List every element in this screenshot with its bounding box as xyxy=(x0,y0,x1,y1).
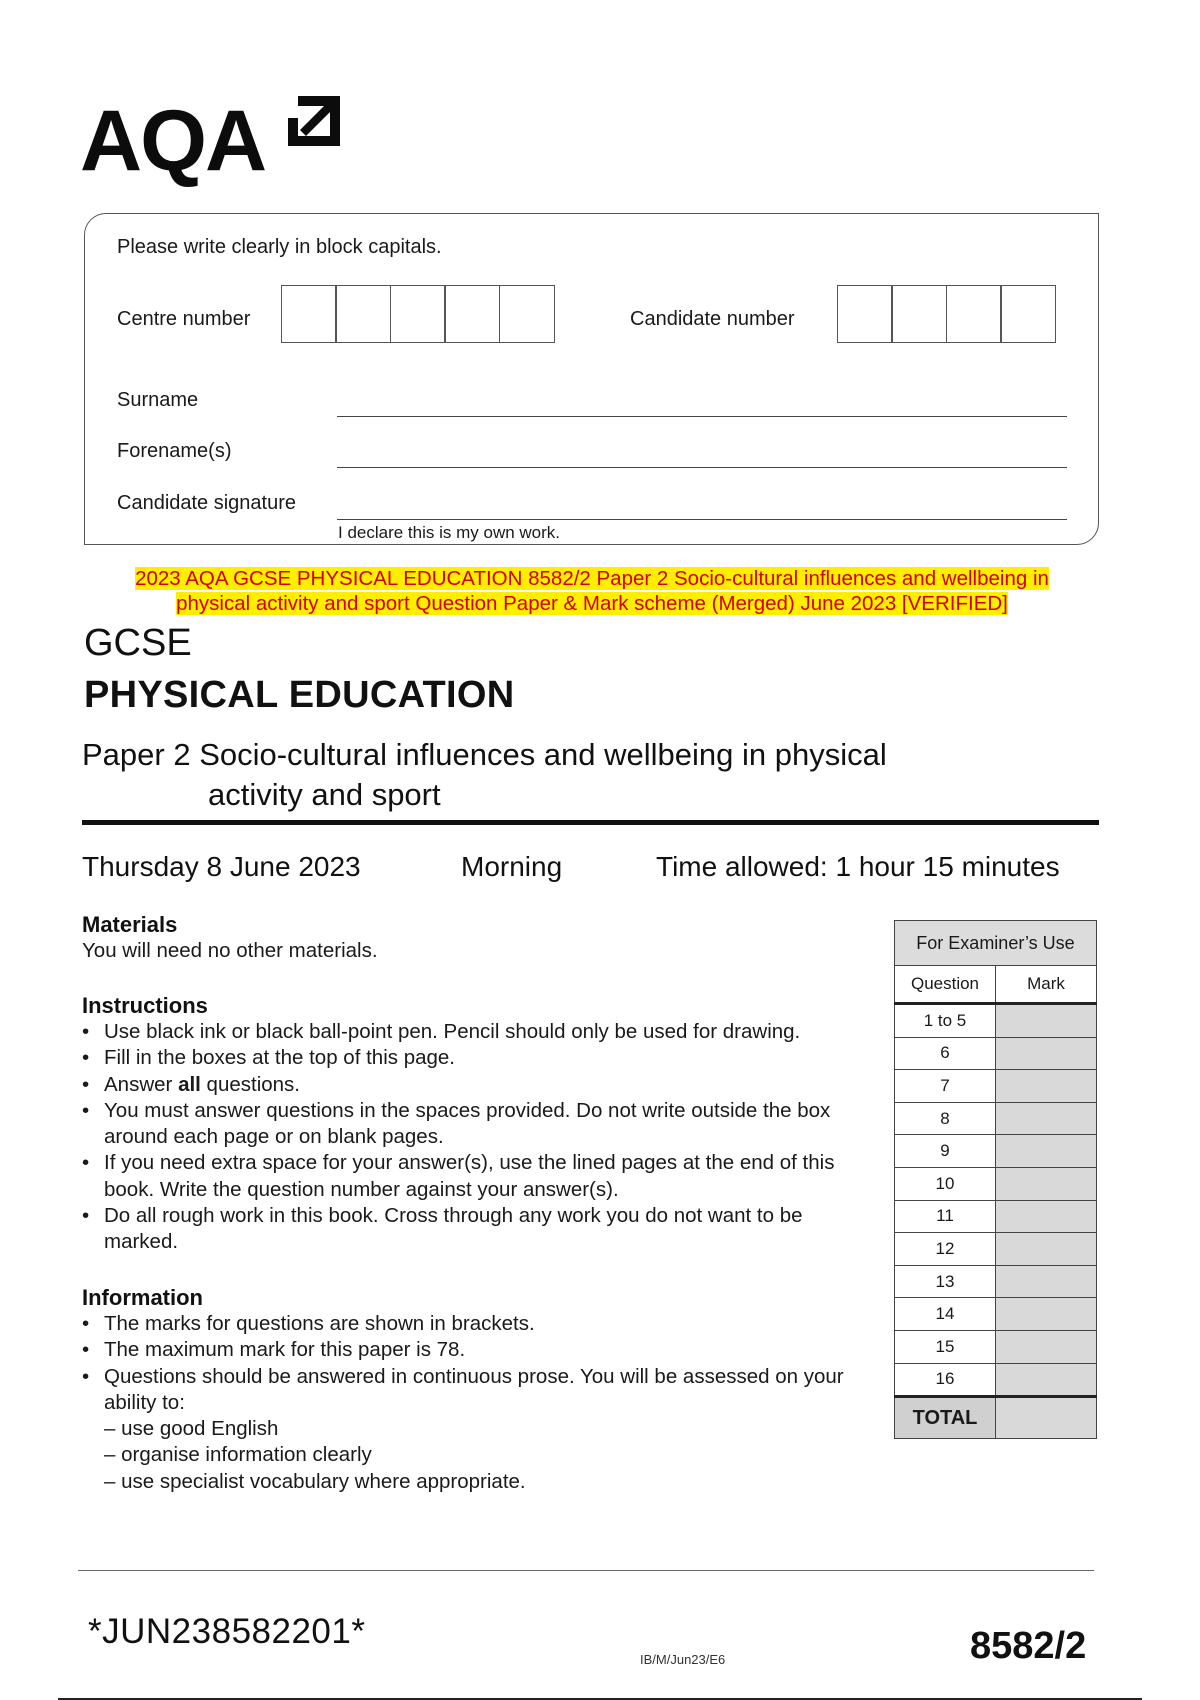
sub-item: – organise information clearly xyxy=(104,1443,372,1467)
candidate-digit-box[interactable] xyxy=(1000,285,1056,343)
answer-all-bold: all xyxy=(178,1072,201,1096)
examiner-table-title: For Examiner’s Use xyxy=(895,921,1097,966)
materials-title: Materials xyxy=(82,912,178,937)
list-item: • If you need extra space for your answer(s), use the lined pages at the end of this book. Write the question number against your answer(s). xyxy=(82,1150,872,1203)
signature-field[interactable] xyxy=(337,519,1067,520)
mark-cell[interactable] xyxy=(996,1233,1097,1266)
mark-cell[interactable] xyxy=(996,1167,1097,1200)
instructions-list xyxy=(82,1019,872,1256)
paper-code: 8582/2 xyxy=(970,1625,1087,1667)
surname-field[interactable] xyxy=(337,416,1067,417)
answer-all-post: questions. xyxy=(200,1072,301,1096)
title-divider xyxy=(82,820,1099,825)
question-cell: 15 xyxy=(895,1330,996,1363)
forename-field[interactable] xyxy=(337,467,1067,468)
centre-number-field[interactable] xyxy=(282,285,555,343)
exam-session: Morning xyxy=(461,851,563,882)
signature-label: Candidate signature xyxy=(117,492,297,514)
sub-item: – use good English xyxy=(104,1417,279,1441)
information-section xyxy=(82,1285,872,1495)
forename-label: Forename(s) xyxy=(117,440,232,462)
information-list xyxy=(82,1311,872,1416)
aqa-tick-icon xyxy=(284,92,342,154)
candidate-number-field[interactable] xyxy=(838,285,1056,343)
answer-all-pre: Answer xyxy=(104,1072,179,1096)
list-item: • Fill in the boxes at the top of this page. xyxy=(82,1045,872,1071)
mark-cell[interactable] xyxy=(996,1037,1097,1070)
mark-column-header: Mark xyxy=(996,966,1097,1004)
question-column-header: Question xyxy=(895,966,996,1004)
banner-line-2: physical activity and sport Question Paper & Mark scheme (Merged) June 2023 [VERIFIED] xyxy=(176,592,1008,615)
question-cell: 6 xyxy=(895,1037,996,1070)
question-cell: 13 xyxy=(895,1265,996,1298)
list-item: • The marks for questions are shown in brackets. xyxy=(82,1311,872,1337)
table-row xyxy=(895,1070,1097,1103)
surname-label: Surname xyxy=(117,389,199,411)
instructions-title: Instructions xyxy=(82,993,208,1018)
table-row xyxy=(895,1102,1097,1135)
list-item xyxy=(82,1072,872,1098)
list-item: • Use black ink or black ball-point pen. Pencil should only be used for drawing. xyxy=(82,1019,872,1045)
mark-cell[interactable] xyxy=(996,1363,1097,1397)
centre-digit-box[interactable] xyxy=(281,285,337,343)
question-cell: 11 xyxy=(895,1200,996,1233)
mark-cell[interactable] xyxy=(996,1298,1097,1331)
paper-title-line-1: Paper 2 Socio-cultural influences and wellbeing in physical xyxy=(82,737,887,772)
subject-title: PHYSICAL EDUCATION xyxy=(84,674,515,716)
question-cell: 7 xyxy=(895,1070,996,1103)
table-row xyxy=(895,1037,1097,1070)
centre-digit-box[interactable] xyxy=(390,285,446,343)
table-row xyxy=(895,1363,1097,1397)
banner-line-1: 2023 AQA GCSE PHYSICAL EDUCATION 8582/2 Paper 2 Socio-cultural influences and wellbeing in xyxy=(135,567,1049,590)
table-row xyxy=(895,1167,1097,1200)
centre-digit-box[interactable] xyxy=(335,285,391,343)
materials-section xyxy=(82,912,882,964)
time-allowed: Time allowed: 1 hour 15 minutes xyxy=(656,851,1060,882)
list-item: • Do all rough work in this book. Cross through any work you do not want to be marked. xyxy=(82,1203,872,1256)
candidate-digit-box[interactable] xyxy=(946,285,1002,343)
candidate-number-label: Candidate number xyxy=(630,308,795,330)
list-item: • The maximum mark for this paper is 78. xyxy=(82,1337,872,1363)
candidate-digit-box[interactable] xyxy=(837,285,893,343)
logo-text: AQA xyxy=(80,93,266,189)
information-title: Information xyxy=(82,1285,203,1310)
paper-title xyxy=(82,735,887,815)
reference-code: IB/M/Jun23/E6 xyxy=(640,1652,726,1667)
question-cell: 12 xyxy=(895,1233,996,1266)
materials-text: You will need no other materials. xyxy=(82,939,378,962)
mark-cell[interactable] xyxy=(996,1004,1097,1038)
table-row xyxy=(895,1233,1097,1266)
qualification-title: GCSE xyxy=(84,622,192,664)
table-row xyxy=(895,1330,1097,1363)
list-item: • Questions should be answered in continuous prose. You will be assessed on your ability to: xyxy=(82,1364,872,1417)
question-cell: 16 xyxy=(895,1363,996,1397)
block-capitals-instruction: Please write clearly in block capitals. xyxy=(117,236,442,258)
mark-cell[interactable] xyxy=(996,1102,1097,1135)
table-row xyxy=(895,1135,1097,1168)
list-item: • You must answer questions in the spaces provided. Do not write outside the box around each page or on blank pages. xyxy=(82,1098,872,1151)
mark-cell[interactable] xyxy=(996,1200,1097,1233)
question-cell: 10 xyxy=(895,1167,996,1200)
total-mark-cell[interactable] xyxy=(996,1397,1097,1439)
table-row xyxy=(895,1298,1097,1331)
examiner-use-table xyxy=(894,920,1097,1439)
centre-digit-box[interactable] xyxy=(499,285,555,343)
instructions-section xyxy=(82,993,872,1256)
highlight-banner xyxy=(92,566,1092,616)
paper-title-line-2: activity and sport xyxy=(208,777,441,812)
mark-cell[interactable] xyxy=(996,1265,1097,1298)
exam-date: Thursday 8 June 2023 xyxy=(82,851,361,882)
mark-cell[interactable] xyxy=(996,1135,1097,1168)
question-cell: 14 xyxy=(895,1298,996,1331)
total-row xyxy=(895,1397,1097,1439)
candidate-digit-box[interactable] xyxy=(891,285,947,343)
centre-number-label: Centre number xyxy=(117,308,251,330)
table-row xyxy=(895,1265,1097,1298)
barcode-text: *JUN238582201* xyxy=(88,1612,366,1651)
candidate-details-box xyxy=(84,213,1099,545)
question-cell: 1 to 5 xyxy=(895,1004,996,1038)
total-label: TOTAL xyxy=(895,1397,996,1439)
question-cell: 8 xyxy=(895,1102,996,1135)
table-row xyxy=(895,1004,1097,1038)
footer-divider xyxy=(78,1570,1094,1571)
mark-cell[interactable] xyxy=(996,1070,1097,1103)
declaration-text: I declare this is my own work. xyxy=(338,523,561,542)
aqa-logo xyxy=(80,92,350,192)
question-cell: 9 xyxy=(895,1135,996,1168)
centre-digit-box[interactable] xyxy=(444,285,500,343)
sub-item: – use specialist vocabulary where appropriate. xyxy=(104,1469,526,1493)
mark-cell[interactable] xyxy=(996,1330,1097,1363)
table-row xyxy=(895,1200,1097,1233)
